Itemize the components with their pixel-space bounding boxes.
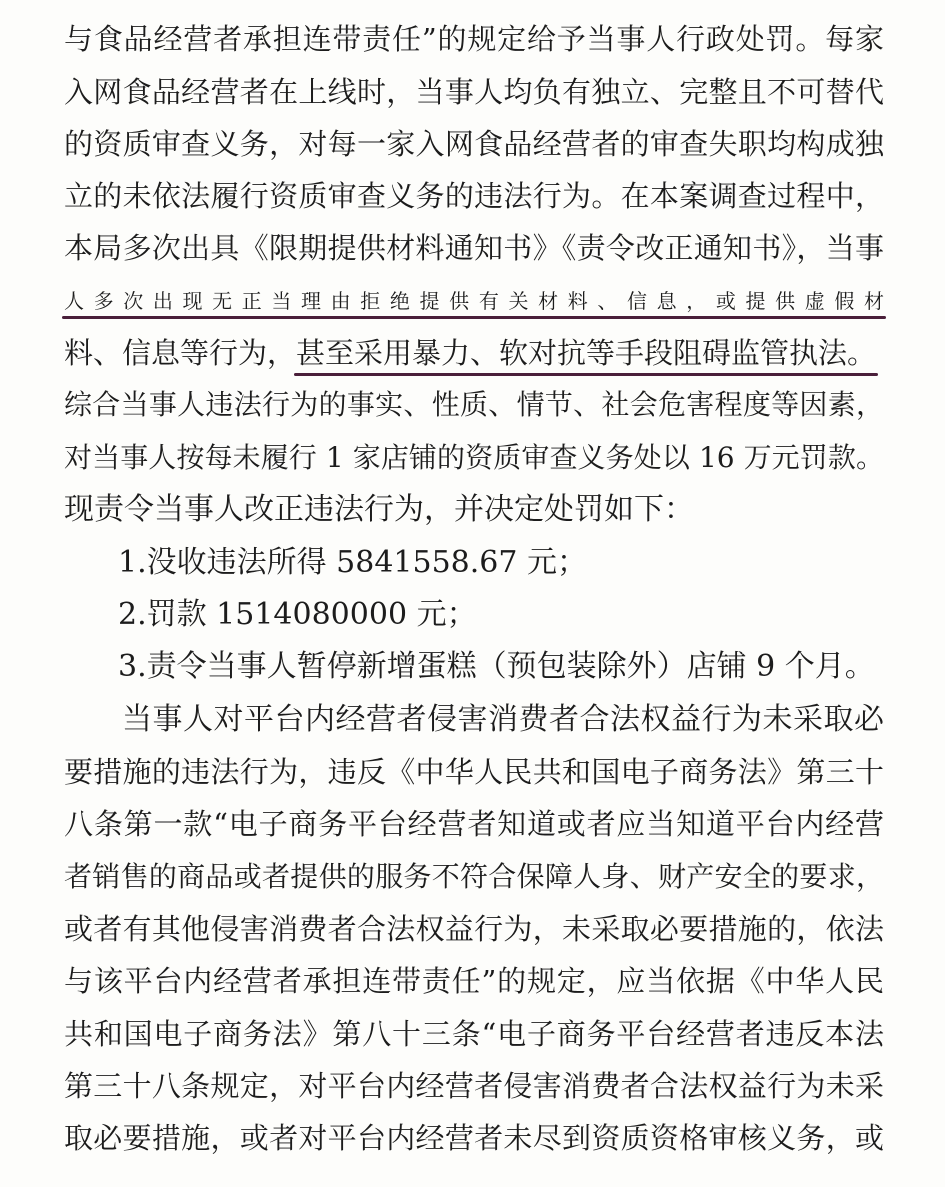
text-line bbox=[64, 488, 884, 532]
text-line-content: 当事人对平台内经营者侵害消费者合法权益行为未采取必 bbox=[122, 702, 884, 737]
text-line bbox=[64, 1116, 884, 1160]
text-line bbox=[64, 959, 884, 1003]
penalty-item-2 bbox=[118, 593, 938, 637]
text-line-content: 现责令当事人改正违法行为，并决定处罚如下： bbox=[64, 492, 694, 527]
text-line bbox=[64, 1012, 884, 1056]
text-line-content: 要措施的违法行为，违反《中华人民共和国电子商务法》第三十 bbox=[64, 755, 884, 789]
text-line-content: 对当事人按每未履行 1 家店铺的资质审查义务处以 16 万元罚款。 bbox=[64, 441, 884, 474]
text-line-content: 与食品经营者承担连带责任”的规定给予当事人行政处罚。每家 bbox=[64, 22, 884, 56]
text-line bbox=[64, 802, 884, 846]
text-line-content: 2.罚款 1514080000 元； bbox=[118, 597, 477, 632]
text-line-content: 料、信息等行为， bbox=[64, 336, 297, 370]
text-line bbox=[64, 122, 884, 166]
text-line bbox=[64, 855, 884, 899]
underlined-text: 人多次出现无正当理由拒绝提供有关材料、信息，或提供虚假材 bbox=[64, 289, 884, 313]
text-line-content: 或者有其他侵害消费者合法权益行为，未采取必要措施的，依法 bbox=[64, 912, 884, 946]
text-line-content: 者销售的商品或者提供的服务不符合保障人身、财产安全的要求， bbox=[64, 860, 884, 893]
text-line bbox=[64, 750, 884, 794]
text-line-content: 本局多次出具《限期提供材料通知书》《责令改正通知书》，当事 bbox=[64, 231, 884, 265]
text-line-content: 入网食品经营者在上线时，当事人均负有独立、完整且不可替代 bbox=[64, 75, 884, 109]
text-line-content: 综合当事人违法行为的事实、性质、情节、社会危害程度等因素， bbox=[64, 388, 884, 421]
text-line bbox=[64, 907, 884, 951]
text-line-content: 的资质审查义务，对每一家入网食品经营者的审查失职均构成独 bbox=[64, 127, 884, 161]
text-line-content: 立的未依法履行资质审查义务的违法行为。在本案调查过程中， bbox=[64, 179, 884, 213]
paragraph-start-line bbox=[122, 698, 884, 742]
text-line-content: 取必要措施，或者对平台内经营者未尽到资质资格审核义务，或 bbox=[64, 1121, 884, 1155]
text-line bbox=[64, 436, 884, 480]
text-line-mixed bbox=[64, 331, 884, 375]
text-line-content: 八条第一款“电子商务平台经营者知道或者应当知道平台内经营 bbox=[64, 807, 884, 841]
penalty-item-1 bbox=[118, 541, 938, 585]
underlined-text: 甚至采用暴力、软对抗等手段阻碍监管执法。 bbox=[296, 336, 877, 370]
text-line bbox=[64, 174, 884, 218]
text-line-content: 第三十八条规定，对平台内经营者侵害消费者合法权益行为未采 bbox=[64, 1069, 884, 1103]
text-line bbox=[64, 226, 884, 270]
underlined-text-line bbox=[64, 279, 884, 323]
text-line-content: 3.责令当事人暂停新增蛋糕（预包装除外）店铺 9 个月。 bbox=[118, 649, 875, 684]
text-line bbox=[64, 383, 884, 427]
text-line bbox=[64, 70, 884, 114]
text-line bbox=[64, 1064, 884, 1108]
penalty-item-3 bbox=[118, 645, 938, 689]
text-line bbox=[64, 17, 884, 61]
text-line-content: 共和国电子商务法》第八十三条“电子商务平台经营者违反本法 bbox=[64, 1017, 884, 1051]
text-line-content: 1.没收违法所得 5841558.67 元； bbox=[118, 545, 588, 580]
text-line-content: 与该平台内经营者承担连带责任”的规定，应当依据《中华人民 bbox=[64, 964, 884, 998]
